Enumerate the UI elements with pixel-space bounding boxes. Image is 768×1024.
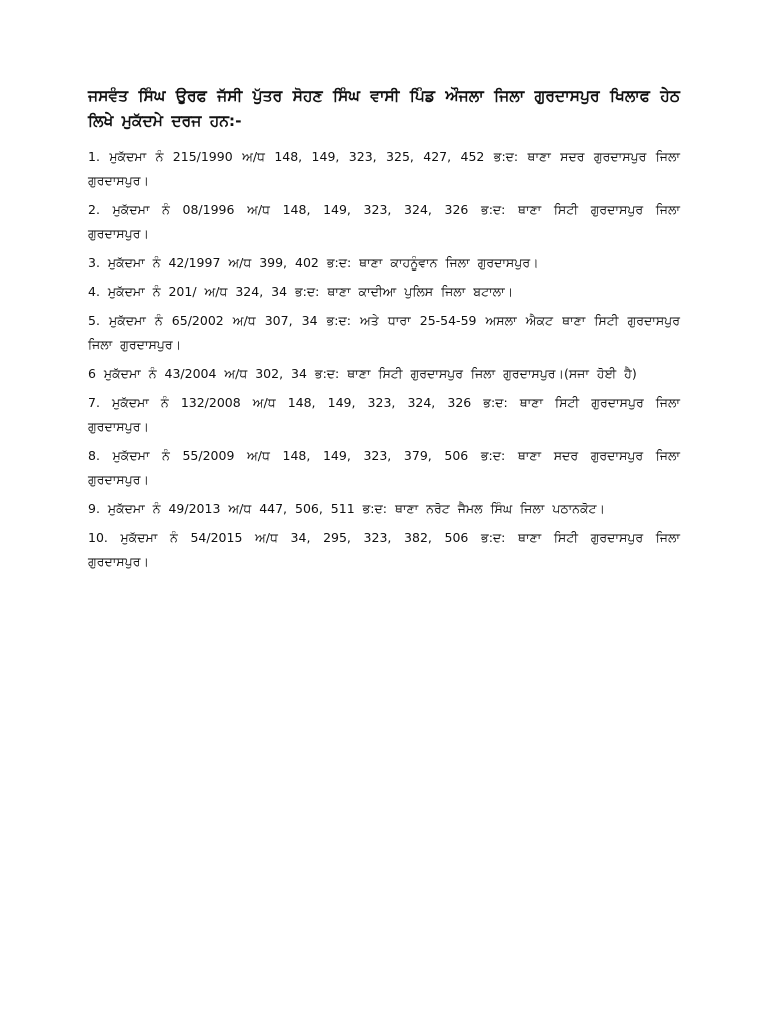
document-heading: ਜਸਵੰਤ ਸਿੰਘ ਉਰਫ ਜੱਸੀ ਪੁੱਤਰ ਸੋਹਣ ਸਿੰਘ ਵਾਸੀ ਪਿੰਡ ਔਜਲਾ ਜਿਲਾ ਗੁਰਦਾਸਪੁਰ ਖਿਲਾਫ ਹੇਠ ਲਿਖੇ ਮੁਕੱਦਮੇ ਦਰਜ ਹਨ:- xyxy=(88,87,680,130)
case-item-3: 3. ਮੁਕੱਦਮਾ ਨੰ 42/1997 ਅ/ਧ 399, 402 ਭ:ਦ: ਥਾਣਾ ਕਾਹਨੂੰਵਾਨ ਜਿਲਾ ਗੁਰਦਾਸਪੁਰ। xyxy=(88,255,539,270)
case-item-6: 6 ਮੁਕੱਦਮਾ ਨੰ 43/2004 ਅ/ਧ 302, 34 ਭ:ਦ: ਥਾਣਾ ਸਿਟੀ ਗੁਰਦਾਸਪੁਰ ਜਿਲਾ ਗੁਰਦਾਸਪੁਰ।(ਸਜਾ ਹੋਈ ਹੈ) xyxy=(88,366,637,381)
case-item-4: 4. ਮੁਕੱਦਮਾ ਨੰ 201/ ਅ/ਧ 324, 34 ਭ:ਦ: ਥਾਣਾ ਕਾਦੀਆ ਪੁਲਿਸ ਜਿਲਾ ਬਟਾਲਾ। xyxy=(88,284,514,299)
document-page xyxy=(88,84,680,579)
case-item-2: 2. ਮੁਕੱਦਮਾ ਨੰ 08/1996 ਅ/ਧ 148, 149, 323, 324, 326 ਭ:ਦ: ਥਾਣਾ ਸਿਟੀ ਗੁਰਦਾਸਪੁਰ ਜਿਲਾ ਗੁਰਦਾਸਪੁਰ। xyxy=(88,202,680,241)
case-item-1: 1. ਮੁਕੱਦਮਾ ਨੰ 215/1990 ਅ/ਧ 148, 149, 323, 325, 427, 452 ਭ:ਦ: ਥਾਣਾ ਸਦਰ ਗੁਰਦਾਸਪੁਰ ਜਿਲਾ ਗੁਰਦਾਸਪੁਰ। xyxy=(88,149,680,188)
case-item-10: 10. ਮੁਕੱਦਮਾ ਨੰ 54/2015 ਅ/ਧ 34, 295, 323, 382, 506 ਭ:ਦ: ਥਾਣਾ ਸਿਟੀ ਗੁਰਦਾਸਪੁਰ ਜਿਲਾ ਗੁਰਦਾਸਪੁਰ। xyxy=(88,530,680,569)
case-item-9: 9. ਮੁਕੱਦਮਾ ਨੰ 49/2013 ਅ/ਧ 447, 506, 511 ਭ:ਦ: ਥਾਣਾ ਨਰੋਟ ਜੈਮਲ ਸਿੰਘ ਜਿਲਾ ਪਠਾਨਕੋਟ। xyxy=(88,501,605,516)
case-item-8: 8. ਮੁਕੱਦਮਾ ਨੰ 55/2009 ਅ/ਧ 148, 149, 323, 379, 506 ਭ:ਦ: ਥਾਣਾ ਸਦਰ ਗੁਰਦਾਸਪੁਰ ਜਿਲਾ ਗੁਰਦਾਸਪੁਰ। xyxy=(88,448,680,487)
case-list xyxy=(88,145,680,574)
case-item-5: 5. ਮੁਕੱਦਮਾ ਨੰ 65/2002 ਅ/ਧ 307, 34 ਭ:ਦ: ਅਤੇ ਧਾਰਾ 25-54-59 ਅਸਲਾ ਐਕਟ ਥਾਣਾ ਸਿਟੀ ਗੁਰਦਾਸਪੁਰ ਜਿਲਾ ਗੁਰਦਾਸਪੁਰ। xyxy=(88,313,680,352)
case-item-7: 7. ਮੁਕੱਦਮਾ ਨੰ 132/2008 ਅ/ਧ 148, 149, 323, 324, 326 ਭ:ਦ: ਥਾਣਾ ਸਿਟੀ ਗੁਰਦਾਸਪੁਰ ਜਿਲਾ ਗੁਰਦਾਸਪੁਰ। xyxy=(88,395,680,434)
